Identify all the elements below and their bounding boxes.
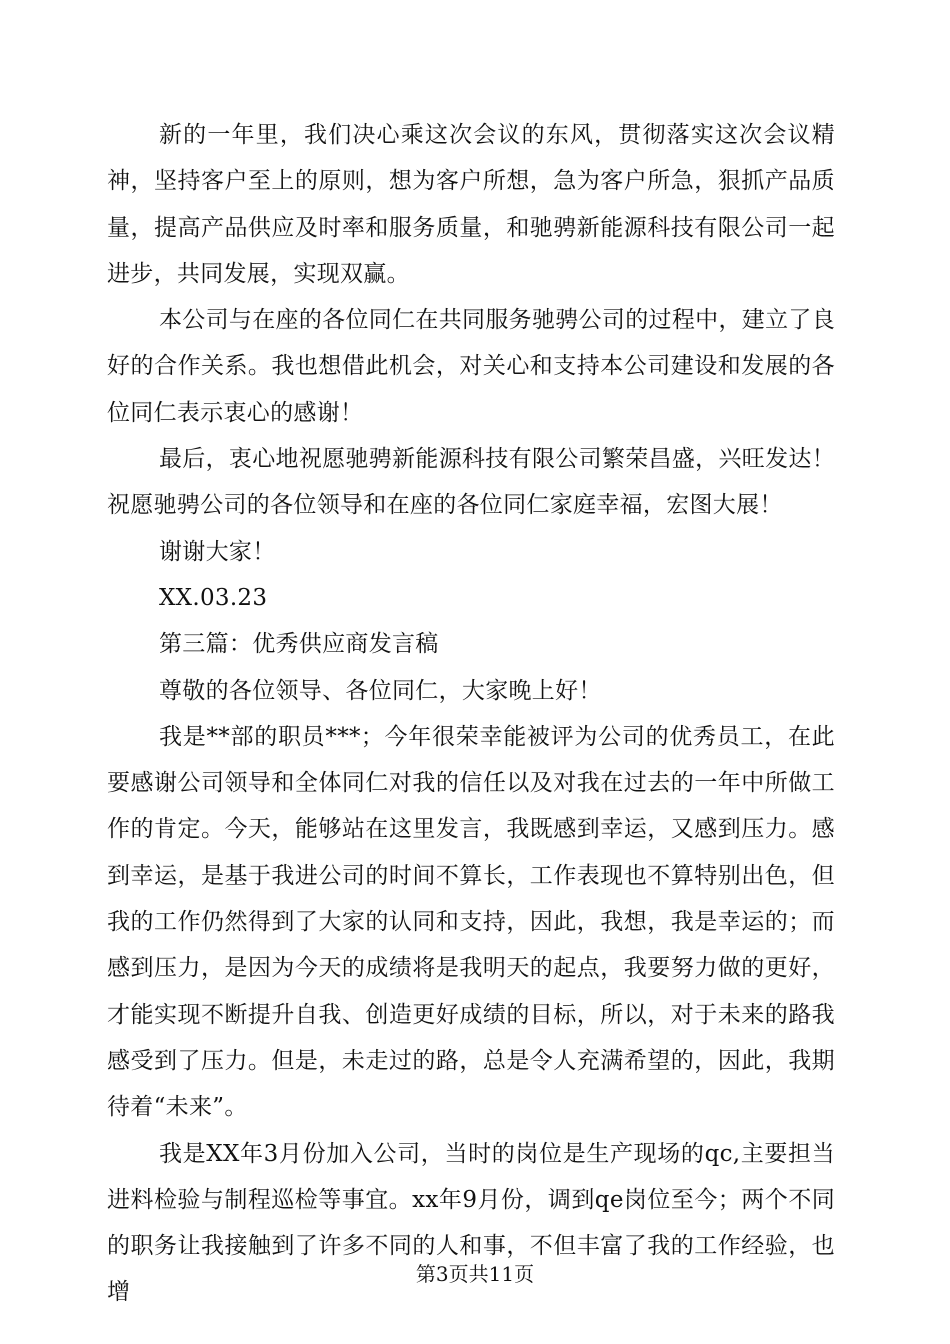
paragraph-closing-wishes: 最后，衷心地祝愿驰骋新能源科技有限公司繁荣昌盛，兴旺发达！祝愿驰骋公司的各位领导和在座的各位同仁家庭幸福，宏图大展！ [107, 446, 835, 519]
paragraph-introduction: 我是**部的职员***；今年很荣幸能被评为公司的优秀员工，在此要感谢公司领导和全体同仁对我的信任以及对我在过去的一年中所做工作的肯定。今天，能够站在这里发言，我既感到幸运，又感到压力。感到幸运，是基于我进公司的时间不算长，工作表现也不算特别出色，但我的工作仍然得到了大家的认同和支持，因此，我想，我是幸运的；而感到压力，是因为今天的成绩将是我明天的起点，我要努力做的更好，才能实现不断提升自我、创造更好成绩的目标，所以，对于未来的路我感受到了压力。但是，未走过的路，总是令人充满希望的，因此，我期待着“未来”。 [107, 723, 835, 1121]
paragraph-greeting: 尊敬的各位领导、各位同仁，大家晚上好！ [159, 677, 602, 704]
section-heading: 第三篇：优秀供应商发言稿 [159, 631, 439, 658]
paragraph-thanks-colleagues: 本公司与在座的各位同仁在共同服务驰骋公司的过程中，建立了良好的合作关系。我也想借此机会，对关心和支持本公司建设和发展的各位同仁表示衷心的感谢！ [107, 307, 835, 426]
paragraph-date: XX.03.23 [159, 584, 268, 611]
paragraph-resolution: 新的一年里，我们决心乘这次会议的东风，贯彻落实这次会议精神，坚持客户至上的原则，想为客户所想，急为客户所急，狠抓产品质量，提高产品供应及时率和服务质量，和驰骋新能源科技有限公司一起进步，共同发展，实现双赢。 [107, 122, 835, 287]
paragraph-work-history: 我是XX年3月份加入公司，当时的岗位是生产现场的qc,主要担当进料检验与制程巡检等事宜。xx年9月份，调到qe岗位至今；两个不同的职务让我接触到了许多不同的人和事，不但丰富了我的工作经验，也增 [107, 1140, 835, 1306]
paragraph-thank-you: 谢谢大家！ [159, 538, 276, 565]
page-number-footer: 第3页共11页 [415, 1262, 535, 1286]
document-body [107, 112, 835, 1316]
